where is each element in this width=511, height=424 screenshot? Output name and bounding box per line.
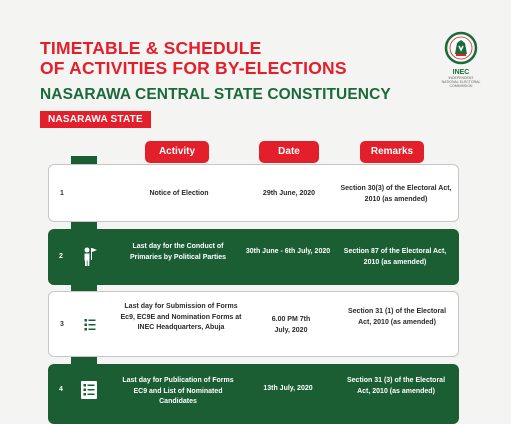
inec-logo [441, 30, 481, 88]
coat-of-arms-icon [443, 30, 479, 66]
table-row [48, 291, 459, 357]
remarks-text: Section 87 of the Electoral Act, 2010 (as amended) [343, 248, 447, 266]
activity-text: Notice of Election [149, 190, 209, 197]
form-list-icon [79, 314, 101, 336]
table-row [48, 164, 459, 222]
table-row [48, 229, 459, 285]
activity-text: Last day for Publication of Forms EC9 and List of Nominated Candidates [122, 377, 234, 405]
title-line-2: OF ACTIVITIES FOR BY-ELECTIONS [40, 58, 347, 78]
megaphone-icon [79, 183, 101, 205]
page-title [40, 38, 347, 78]
row-number: 2 [59, 253, 63, 260]
remarks-text: Section 31 (1) of the Electoral Act, 2010 (as amended) [347, 308, 447, 326]
logo-tagline: INDEPENDENT NATIONAL ELECTORAL COMMISSION [441, 76, 481, 88]
date-text: 6.00 PM 7th July, 2020 [271, 316, 311, 334]
date-text: 29th June, 2020 [262, 190, 316, 197]
remarks-text: Section 31 (3) of the Electoral Act, 2010 (as amended) [346, 377, 446, 395]
state-badge: NASARAWA STATE [40, 111, 151, 128]
column-header-remarks: Remarks [360, 141, 424, 163]
column-header-activity: Activity [145, 141, 209, 163]
form-list-icon [78, 379, 100, 401]
date-text: 30th June - 6th July, 2020 [245, 248, 331, 255]
title-line-1: TIMETABLE & SCHEDULE [40, 38, 262, 58]
person-flag-icon [78, 246, 100, 268]
column-header-date: Date [259, 141, 319, 163]
activity-text: Last day for Submission of Forms Ec9, EC9E and Nomination Forms at INEC Headquarters, Abuja [120, 303, 242, 331]
logo-acronym: INEC [452, 69, 470, 76]
row-number: 1 [60, 190, 64, 197]
date-text: 13th July, 2020 [263, 385, 313, 392]
row-number: 3 [60, 321, 64, 328]
row-number: 4 [59, 386, 63, 393]
constituency-subtitle: NASARAWA CENTRAL STATE CONSTITUENCY [40, 86, 391, 103]
remarks-text: Section 30(3) of the Electoral Act, 2010 (as amended) [340, 185, 452, 203]
activity-text: Last day for the Conduct of Primaries by Political Parties [129, 243, 227, 261]
table-row [48, 364, 459, 424]
